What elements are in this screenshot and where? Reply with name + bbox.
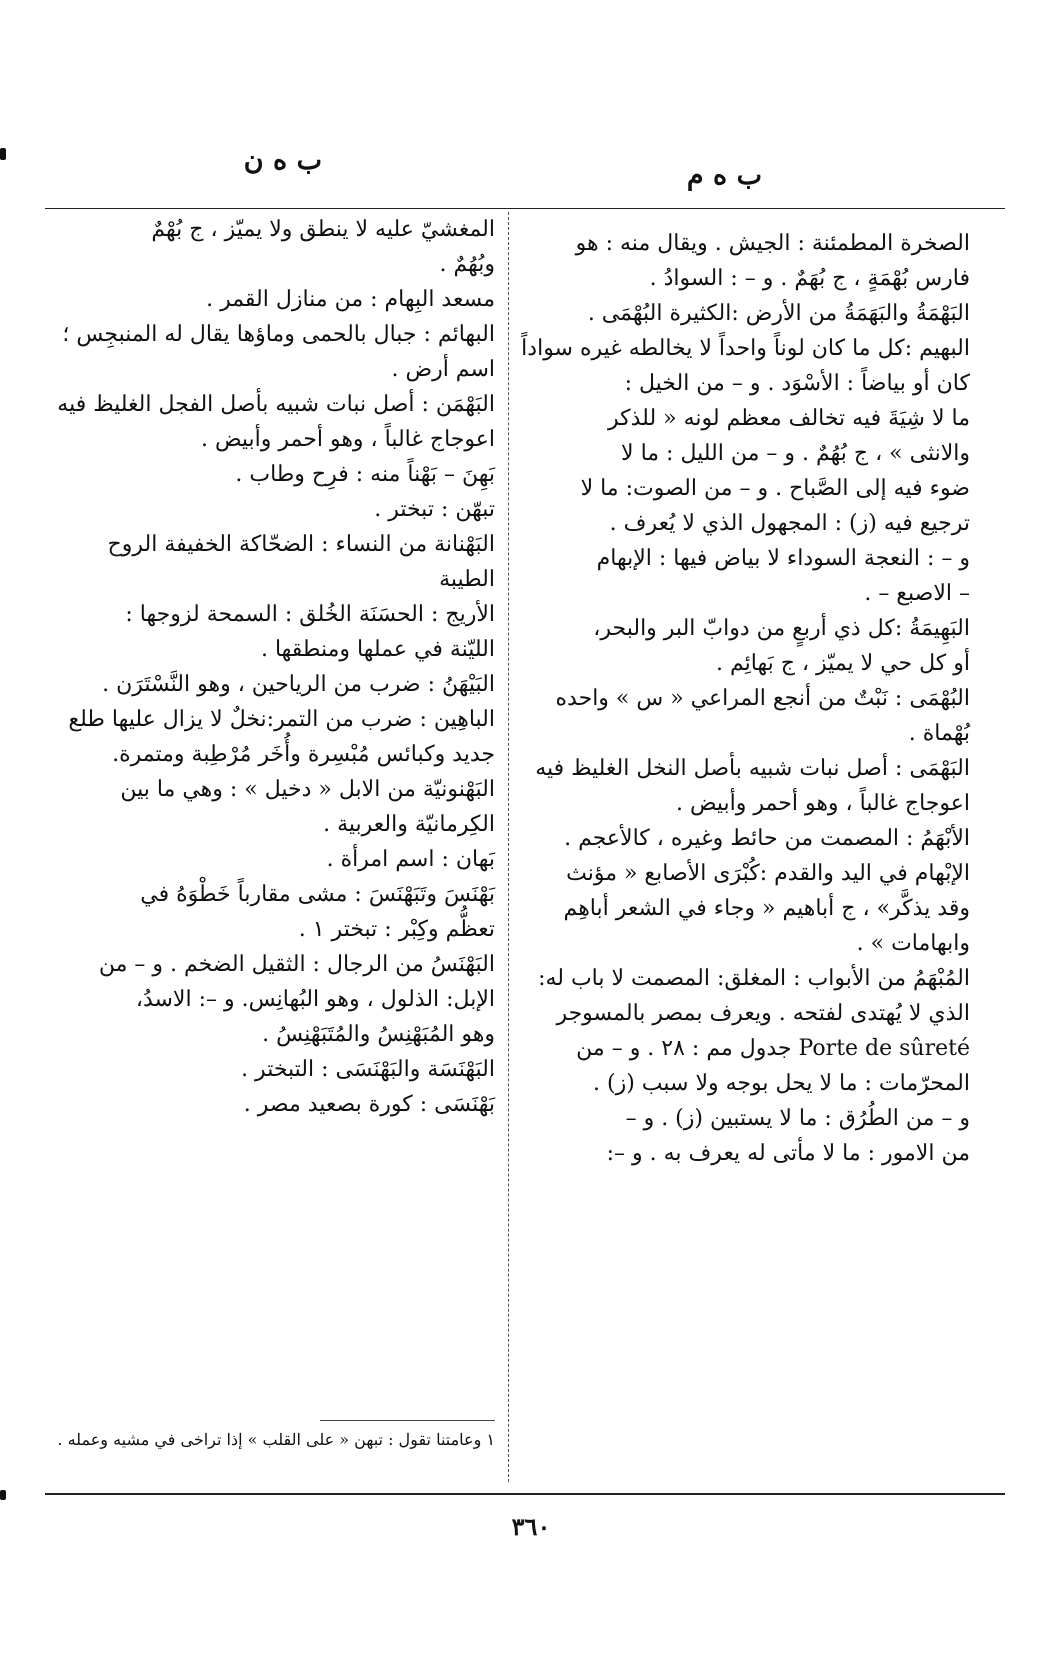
right-column [520,226,970,1171]
line: بُهْماة . [908,721,970,746]
line: بَهِنَ – بَهْناً منه : فرِح وطاب . [235,462,495,487]
line: كان أو بياضاً : الأسْوَد . و – من الخيل : [624,371,970,396]
line: وابهامات » . [856,931,970,956]
line: من الامور : ما لا مأتى له يعرف به . و –: [606,1141,970,1166]
bottom-rule [45,1493,1005,1495]
line: و – من الطُرُق : ما لا يستبين (ز) . و – [625,1106,970,1131]
line: البَيْهَنُ : ضرب من الرياحين ، وهو النَّسْتَرَن . [102,672,495,697]
line: الليّنة في عملها ومنطقها . [260,637,495,662]
line: الصخرة المطمئنة : الجيش . ويقال منه : هو [575,231,970,256]
line: الإبْهام في اليد والقدم :كُبْرَى الأصابع « مؤنث [566,861,970,886]
page-number: ٣٦٠ [511,1512,551,1541]
line: اعوجاج غالباً ، وهو أحمر وأبيض . [200,427,495,452]
line: أو كل حي لا يميّز ، ج بَهائِم . [716,651,970,676]
edge-mark [0,1490,6,1500]
line: البَهْنونيّة من الابل « دخيل » : وهي ما بين [120,777,495,802]
line: – الاصبع – . [864,581,970,606]
line: اسم أرض . [391,357,495,382]
line: البَهْنانة من النساء : الضحّاكة الخفيفة الروح الطيبة [107,532,495,592]
line: ترجيع فيه (ز) : المجهول الذي لا يُعرف . [609,511,970,536]
line: الذي لا يُهتدى لفتحه . ويعرف بمصر بالمسوجر [556,1001,970,1026]
line: تعظُّم وكِبْر : تبختر ١ . [298,917,495,942]
line: وبُهُمٌ . [439,252,495,277]
header-left-root: ب ه ن [243,145,322,176]
line: ضوء فيه إلى الصَّباح . و – من الصوت: ما لا [580,476,970,501]
line: البَهْمَن : أصل نبات شبيه بأصل الفجل الغليظ فيه [57,392,495,417]
header-right-root: ب ه م [686,160,762,191]
line: وقد يذكَّر» ، ج أباهيم « وجاء في الشعر أباهِم [563,896,970,921]
top-rule [45,208,1005,209]
line: البهائم : جبال بالحمى وماؤها يقال له المنبجِس ؛ [62,322,495,347]
line: و – : النعجة السوداء لا بياض فيها : الإبهام [596,546,970,571]
line: الأريج : الحسَنَة الخُلق : السمحة لزوجها : [125,602,495,627]
line: البَهْمَةُ والبَهَمَةُ من الأرض :الكثيرة البُهْمَى . [587,301,970,326]
left-column [55,212,495,1122]
line: جديد وكبائس مُبْسِرة وأُخَر مُرْطِبة ومتمرة. [112,742,495,767]
column-divider [508,212,509,1482]
line: المُبْهَمُ من الأبواب : المغلق: المصمت لا باب له: [538,966,970,991]
line: البُهْمَى : نَبْتٌ من أنجع المراعي « س » واحده [555,686,970,711]
line: بَهْنَسَى : كورة بصعيد مصر . [243,1092,495,1117]
line: Porte de sûreté جدول مم : ٢٨ . و – من [576,1036,970,1061]
line: الأبْهَمُ : المصمت من حائط وغيره ، كالأعجم . [564,826,970,851]
edge-mark [0,148,6,160]
line: مسعد البِهام : من منازل القمر . [206,287,495,312]
line: البهيم :كل ما كان لوناً واحداً لا يخالطه غيره سواداً [521,336,970,361]
line: المحرّمات : ما لا يحل بوجه ولا سبب (ز) . [593,1071,970,1096]
footnote: ١ وعامتنا تقول : تبهن « على القلب » إذا تراخى في مشيه وعمله . [57,1430,495,1449]
line: بَهان : اسم امرأة . [326,847,495,872]
line: بَهْنَسَ وتَبَهْنَسَ : مشى مقارباً خَطْوَهُ في [140,882,495,907]
line: اعوجاج غالباً ، وهو أحمر وأبيض . [675,791,970,816]
line: البَهْنَسُ من الرجال : الثقيل الضخم . و – من [98,952,495,977]
line: تبهّن : تبختر . [374,497,495,522]
line: البَهْنَسَة والبَهْنَسَى : التبختر . [241,1057,495,1082]
line: المغشيّ عليه لا ينطق ولا يميّز ، ج بُهْمٌ [151,217,495,242]
line: الإبل: الذلول ، وهو البُهانِس. و –: الاسدُ، [135,987,495,1012]
line: الكِرمانيّة والعربية . [323,812,495,837]
line: البَهِيمَةُ :كل ذي أربعٍ من دوابّ البر والبحر، [593,616,970,641]
line: الباهِين : ضرب من التمر:نخلٌ لا يزال عليها طلع [68,707,495,732]
line: وهو المُبَهْنِسُ والمُتَبَهْنِسُ . [262,1022,495,1047]
line: البَهْمَى : أصل نبات شبيه بأصل النخل الغليظ فيه [535,756,970,781]
line: ما لا شِيَةَ فيه تخالف معظم لونه « للذكر [608,406,970,431]
line: فارس بُهْمَةٍ ، ج بُهَمٌ . و – : السوادُ . [649,266,970,291]
footnote-rule [320,1420,495,1421]
line: والانثى » ، ج بُهُمٌ . و – من الليل : ما لا [621,441,970,466]
